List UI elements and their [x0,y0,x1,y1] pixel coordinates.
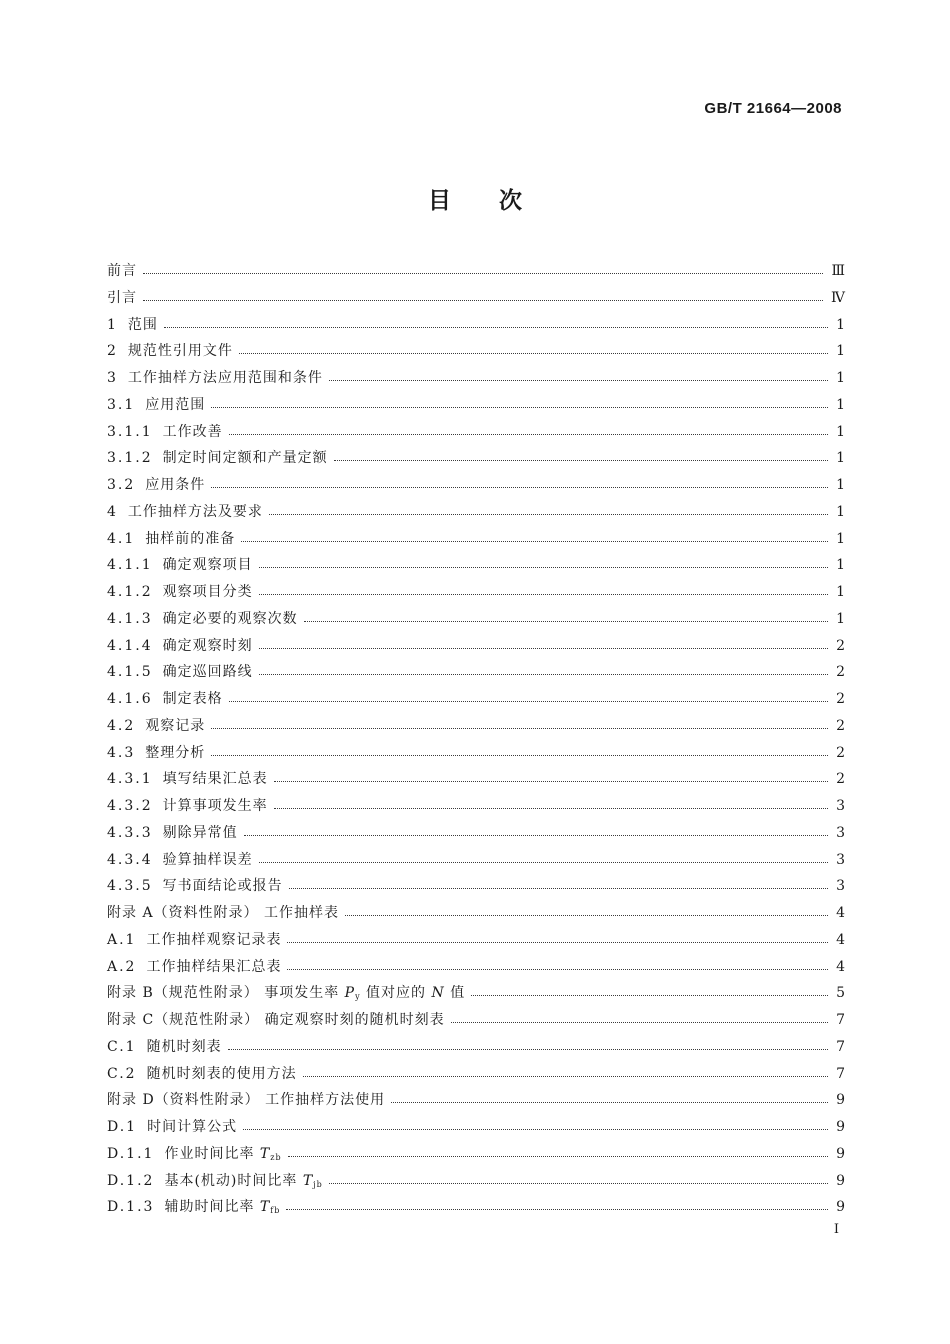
toc-entry-label [107,1007,451,1034]
toc-entry[interactable] [107,980,845,1007]
toc-entry[interactable] [107,1141,845,1168]
toc-entry-label [107,526,241,553]
toc-entry-text: 计算事项发生率 [162,798,268,814]
toc-entry-number: 4.1.6 [107,691,153,707]
toc-entry[interactable] [107,740,845,767]
toc-entry-number: A.2 [107,958,137,975]
dot-leader [211,718,828,730]
toc-entry-label [107,659,259,686]
toc-entry[interactable] [107,686,845,713]
toc-entry-label [107,954,287,981]
toc-entry-label [107,740,211,767]
toc-entry-text: 工作改善 [162,423,223,440]
toc-entry-symbol: T [259,1145,271,1162]
dot-leader [289,878,828,890]
toc-entry-number: 4.1.3 [107,610,153,627]
toc-entry-label [107,686,229,713]
toc-entry[interactable] [107,713,845,740]
dot-leader [239,343,828,355]
toc-entry[interactable] [107,445,845,472]
toc-entry[interactable] [107,365,845,392]
dot-leader [229,424,828,436]
dot-leader [259,852,828,864]
toc-entry-label [107,927,287,954]
toc-entry-page: 3 [836,798,845,814]
toc-entry-number: 4.1.2 [107,584,153,600]
toc-entry-label [107,1087,391,1114]
toc-entry-page: 5 [836,985,845,1002]
toc-entry-number: 4.3.4 [107,851,153,868]
dot-leader [471,985,828,997]
toc-entry-number: 4.3 [107,744,136,761]
toc-entry-text: 作业时间比率 [164,1145,260,1162]
toc-entry[interactable] [107,1034,845,1061]
toc-entry-subscript: y [355,992,361,1002]
toc-entry-text: 附录 C（规范性附录） 确定观察时刻的随机时刻表 [107,1012,445,1028]
toc-entry-page: 1 [836,503,845,520]
toc-entry-page: 2 [836,664,845,681]
dot-leader [304,611,828,623]
toc-entry-page: 3 [836,878,845,895]
toc-entry-page: 9 [836,1145,845,1162]
toc-entry-number: 4.3.5 [107,878,153,895]
dot-leader [287,932,828,944]
dot-leader [143,263,823,275]
dot-leader [274,771,828,783]
toc-entry-text: 随机时刻表的使用方法 [146,1065,297,1082]
dot-leader [451,1012,828,1024]
toc-entry-page: 1 [836,396,845,413]
toc-entry-number: 4.3.3 [107,824,153,841]
toc-entry-page: 9 [836,1092,845,1109]
toc-entry-text: 范围 [127,316,158,333]
toc-entry-page: 1 [836,610,845,627]
toc-entry-text: 抽样前的准备 [145,530,236,547]
toc-entry[interactable] [107,312,845,339]
dot-leader [164,317,828,329]
toc-entry[interactable] [107,258,845,285]
toc-entry[interactable] [107,1087,845,1114]
toc-entry-number: A.1 [107,931,137,948]
toc-entry[interactable] [107,659,845,686]
dot-leader [286,1199,828,1211]
toc-entry[interactable] [107,766,845,793]
toc-entry-text: 写书面结论或报告 [162,878,283,895]
dot-leader [259,584,828,596]
toc-entry-page: 4 [836,905,845,921]
toc-entry-number: 4 [107,503,118,520]
toc-entry-label [107,285,143,312]
toc-entry-label [107,258,143,285]
page-number: I [833,1222,839,1237]
dot-leader [229,691,828,703]
toc-entry-text: 辅助时间比率 [164,1199,260,1216]
toc-entry-page: 2 [836,637,845,654]
toc-entry-number: 3.2 [107,477,136,493]
dot-leader [287,959,828,971]
toc-entry-number: 1 [107,316,118,333]
toc-entry-page: Ⅲ [831,263,845,279]
toc-entry-number: 3 [107,370,118,386]
toc-entry-page: 1 [836,530,845,547]
toc-entry-number: 4.1.5 [107,664,153,681]
dot-leader [241,531,828,543]
toc-entry-number: 3.1.2 [107,450,153,467]
toc-entry-label [107,900,345,927]
toc-entry[interactable] [107,900,845,927]
toc-entry-text: 时间计算公式 [147,1119,238,1135]
toc-entry-number: 4.3.2 [107,798,153,814]
toc-entry[interactable] [107,526,845,553]
toc-entry-number: 3.1.1 [107,423,153,440]
toc-entry-text: 整理分析 [145,744,206,761]
toc-entry-page: 2 [836,717,845,734]
dot-leader [288,1146,828,1158]
toc-entry-number: C.1 [107,1038,137,1055]
toc-entry-text: 引言 [107,289,137,306]
toc-entry-number: 4.2 [107,717,136,734]
toc-entry-text: 值 [444,985,466,1002]
toc-entry-label [107,820,244,847]
toc-entry-label [107,633,259,660]
toc-entry-text: 验算抽样误差 [162,851,253,868]
toc-entry-page: 1 [836,557,845,574]
toc-entry-text: 附录 A（资料性附录） 工作抽样表 [107,905,340,921]
toc-entry-text: 前言 [107,263,137,279]
toc-entry-label [107,392,211,419]
dot-leader [211,745,828,757]
toc-entry-label [107,766,274,793]
toc-entry-text: 规范性引用文件 [127,343,233,360]
toc-entry-number: D.1.1 [107,1145,155,1162]
toc-entry[interactable] [107,1194,845,1221]
dot-leader [143,290,823,302]
toc-entry-number: D.1.3 [107,1199,155,1216]
toc-entry-label [107,713,211,740]
toc-entry[interactable] [107,793,845,820]
toc-entry[interactable] [107,954,845,981]
toc-entry-label [107,552,259,579]
toc-entry-page: Ⅳ [831,289,845,306]
dot-leader [269,504,828,516]
dot-leader [303,1066,829,1078]
toc-entry-symbol: T [259,1199,271,1216]
toc-entry-text: 确定巡回路线 [162,664,253,681]
toc-entry-label [107,606,304,633]
toc-entry-page: 1 [836,477,845,493]
toc-entry[interactable] [107,847,845,874]
toc-entry[interactable] [107,873,845,900]
toc-entry-text: 基本(机动)时间比率 [164,1172,303,1189]
toc-entry-page: 7 [836,1012,845,1028]
toc-entry[interactable] [107,1007,845,1034]
toc-entry-text: 剔除异常值 [162,824,238,841]
toc-entry-text: 应用条件 [145,477,206,493]
dot-leader [228,1039,829,1051]
toc-entry[interactable] [107,552,845,579]
toc-entry-number: 4.1.4 [107,637,153,654]
toc-entry-number: 4.1 [107,530,136,547]
toc-entry-page: 1 [836,450,845,467]
dot-leader [345,905,828,917]
dot-leader [211,477,828,489]
toc-entry-page: 3 [836,824,845,841]
toc-entry-page: 7 [836,1065,845,1082]
toc-entry-label [107,1034,228,1061]
toc-entry-subscript: jb [313,1179,323,1189]
page-title: 目次 [428,188,570,214]
toc-entry-text: 工作抽样观察记录表 [146,931,282,948]
toc-entry[interactable] [107,472,845,499]
toc-entry-label [107,579,259,606]
toc-entry-number: 4.3.1 [107,771,153,788]
toc-entry-label [107,873,289,900]
toc-entry[interactable] [107,1168,845,1195]
toc-entry-symbol: P [344,985,356,1002]
toc-entry[interactable] [107,820,845,847]
toc-entry-text: 确定必要的观察次数 [162,610,298,627]
toc-entry-number: D.1 [107,1119,138,1135]
toc-entry-text: 工作抽样方法应用范围和条件 [127,370,323,386]
toc-entry[interactable] [107,338,845,365]
toc-entry-page: 9 [836,1172,845,1189]
toc-entry-page: 1 [836,316,845,333]
toc-entry-text: 工作抽样结果汇总表 [146,958,282,975]
toc-entry-page: 1 [836,370,845,386]
toc-entry-label [107,312,164,339]
dot-leader [211,397,828,409]
toc-entry-page: 1 [836,423,845,440]
toc-entry[interactable] [107,419,845,446]
toc-entry-page: 2 [836,691,845,707]
toc-entry-symbol: T [302,1172,314,1189]
toc-entry-label [107,1061,303,1088]
toc-entry-page: 1 [836,584,845,600]
toc-entry-page: 9 [836,1119,845,1135]
toc-entry-page: 2 [836,771,845,788]
toc-entry-text: 确定观察时刻 [162,637,253,654]
toc-entry[interactable] [107,1061,845,1088]
toc-entry[interactable] [107,579,845,606]
dot-leader [334,450,828,462]
toc-entry-text: 观察项目分类 [162,584,253,600]
toc-entry-label [107,499,269,526]
toc-entry[interactable] [107,1114,845,1141]
toc-entry-text: 附录 B（规范性附录） 事项发生率 [107,985,345,1002]
dot-leader [329,370,828,382]
toc-entry-label [107,419,229,446]
dot-leader [259,557,828,569]
dot-leader [274,798,828,810]
toc-entry-page: 1 [836,343,845,360]
toc-entry-label [107,847,259,874]
toc-entry-number: 4.1.1 [107,557,153,574]
toc-entry[interactable] [107,392,845,419]
standard-code: GB/T 21664—2008 [704,100,842,117]
toc-entry-page: 3 [836,851,845,868]
dot-leader [244,825,828,837]
dot-leader [259,638,828,650]
toc-entry-page: 2 [836,744,845,761]
toc-entry-page: 4 [836,958,845,975]
toc-entry[interactable] [107,927,845,954]
toc-entry-label [107,793,274,820]
toc-entry-page: 9 [836,1199,845,1216]
toc-entry-symbol: N [431,985,445,1002]
toc-entry-text: 确定观察项目 [162,557,253,574]
toc-entry-number: C.2 [107,1065,137,1082]
toc-entry-text: 工作抽样方法及要求 [127,503,263,520]
toc-entry-label [107,445,334,472]
dot-leader [391,1092,828,1104]
toc-entry-text: 应用范围 [145,396,206,413]
toc-entry-text: 值对应的 [360,985,432,1002]
toc-entry[interactable] [107,499,845,526]
toc-entry-label [107,365,329,392]
dot-leader [329,1173,828,1185]
toc-entry-text: 制定表格 [162,691,223,707]
toc-entry-label [107,338,239,365]
toc-entry-page: 7 [836,1038,845,1055]
table-of-contents [107,258,845,1221]
toc-entry[interactable] [107,285,845,312]
toc-entry[interactable] [107,606,845,633]
toc-entry-number: 2 [107,343,118,360]
toc-entry-text: 观察记录 [145,717,206,734]
dot-leader [259,664,828,676]
toc-entry-number: 3.1 [107,396,136,413]
toc-entry-subscript: fb [270,1206,281,1216]
dot-leader [243,1119,828,1131]
toc-entry-number: D.1.2 [107,1172,155,1189]
toc-entry-label [107,472,211,499]
toc-entry[interactable] [107,633,845,660]
toc-entry-label [107,1114,243,1141]
toc-entry-text: 制定时间定额和产量定额 [162,450,328,467]
toc-entry-page: 4 [836,931,845,948]
toc-entry-text: 填写结果汇总表 [162,771,268,788]
toc-entry-label [107,1194,286,1225]
toc-entry-text: 随机时刻表 [146,1038,222,1055]
toc-entry-text: 附录 D（资料性附录） 工作抽样方法使用 [107,1092,386,1109]
toc-entry-subscript: zb [270,1152,282,1162]
